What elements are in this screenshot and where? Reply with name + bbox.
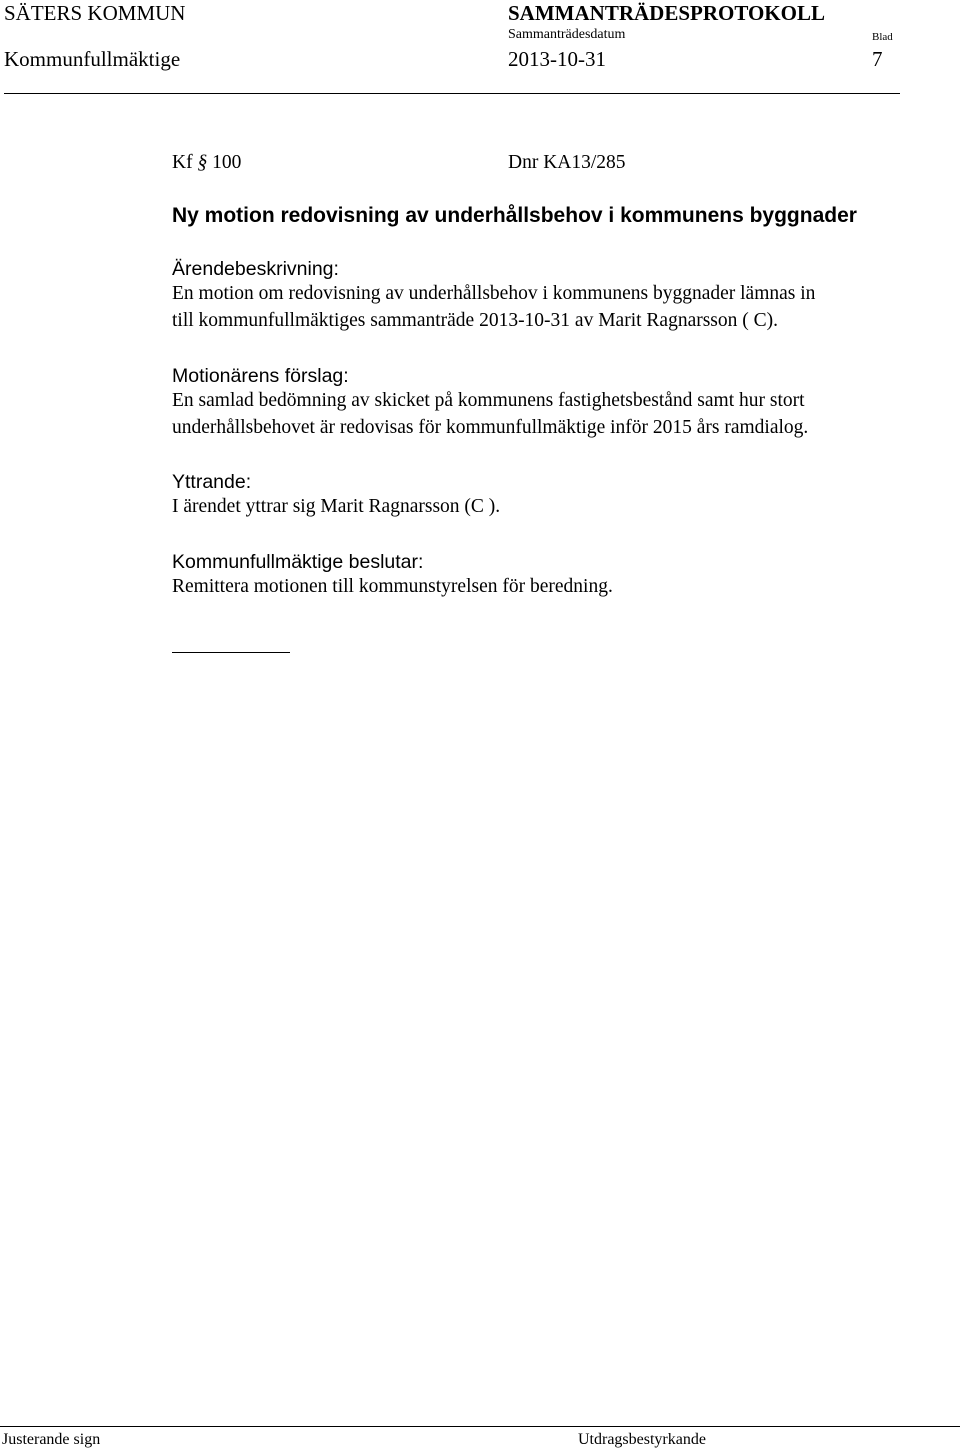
- page-title: Ny motion redovisning av underhållsbehov i kommunens byggnader: [172, 204, 857, 227]
- meeting-date: 2013-10-31: [508, 47, 606, 71]
- section-line: En motion om redovisning av underhållsbehov i kommunens byggnader lämnas in: [172, 283, 816, 304]
- body-name: Kommunfullmäktige: [4, 47, 181, 71]
- section-line: Remittera motionen till kommunstyrelsen för beredning.: [172, 576, 613, 597]
- footer-utdragsbestyrkande: Utdragsbestyrkande: [578, 1431, 706, 1448]
- section-arendebeskrivning: [172, 257, 952, 334]
- section-yttrande: [172, 470, 952, 521]
- section-heading: Ärendebeskrivning:: [172, 258, 339, 280]
- date-label: Sammanträdesdatum: [508, 27, 626, 42]
- kf-number: 100: [212, 152, 242, 173]
- section-line: En samlad bedömning av skicket på kommunens fastighetsbestånd samt hur stort: [172, 390, 805, 411]
- section-line: underhållsbehovet är redovisas för kommunfullmäktige inför 2015 års ramdialog.: [172, 416, 809, 438]
- page-label: Blad: [872, 31, 893, 43]
- section-heading: Kommunfullmäktige beslutar:: [172, 551, 424, 573]
- case-reference: [172, 150, 241, 177]
- kf-prefix: Kf: [172, 152, 193, 173]
- section-line: I ärendet yttrar sig Marit Ragnarsson (C ).: [172, 496, 501, 517]
- page-number: 7: [872, 47, 883, 71]
- footer-justerande-sign: Justerande sign: [2, 1431, 101, 1448]
- section-heading: Motionärens förslag:: [172, 365, 349, 387]
- footer-rule: [0, 1426, 960, 1427]
- section-line: till kommunfullmäktiges sammanträde 2013-10-31 av Marit Ragnarsson ( C).: [172, 309, 779, 331]
- section-beslut: [172, 550, 952, 601]
- section-heading: Yttrande:: [172, 471, 252, 493]
- end-rule: [172, 652, 290, 653]
- dnr: Dnr KA13/285: [508, 152, 626, 173]
- org-name: SÄTERS KOMMUN: [4, 1, 186, 25]
- doc-type: SAMMANTRÄDESPROTOKOLL: [508, 1, 825, 25]
- section-motionarens-forslag: [172, 364, 952, 441]
- section-symbol: §: [197, 152, 208, 173]
- header-rule: [4, 93, 900, 94]
